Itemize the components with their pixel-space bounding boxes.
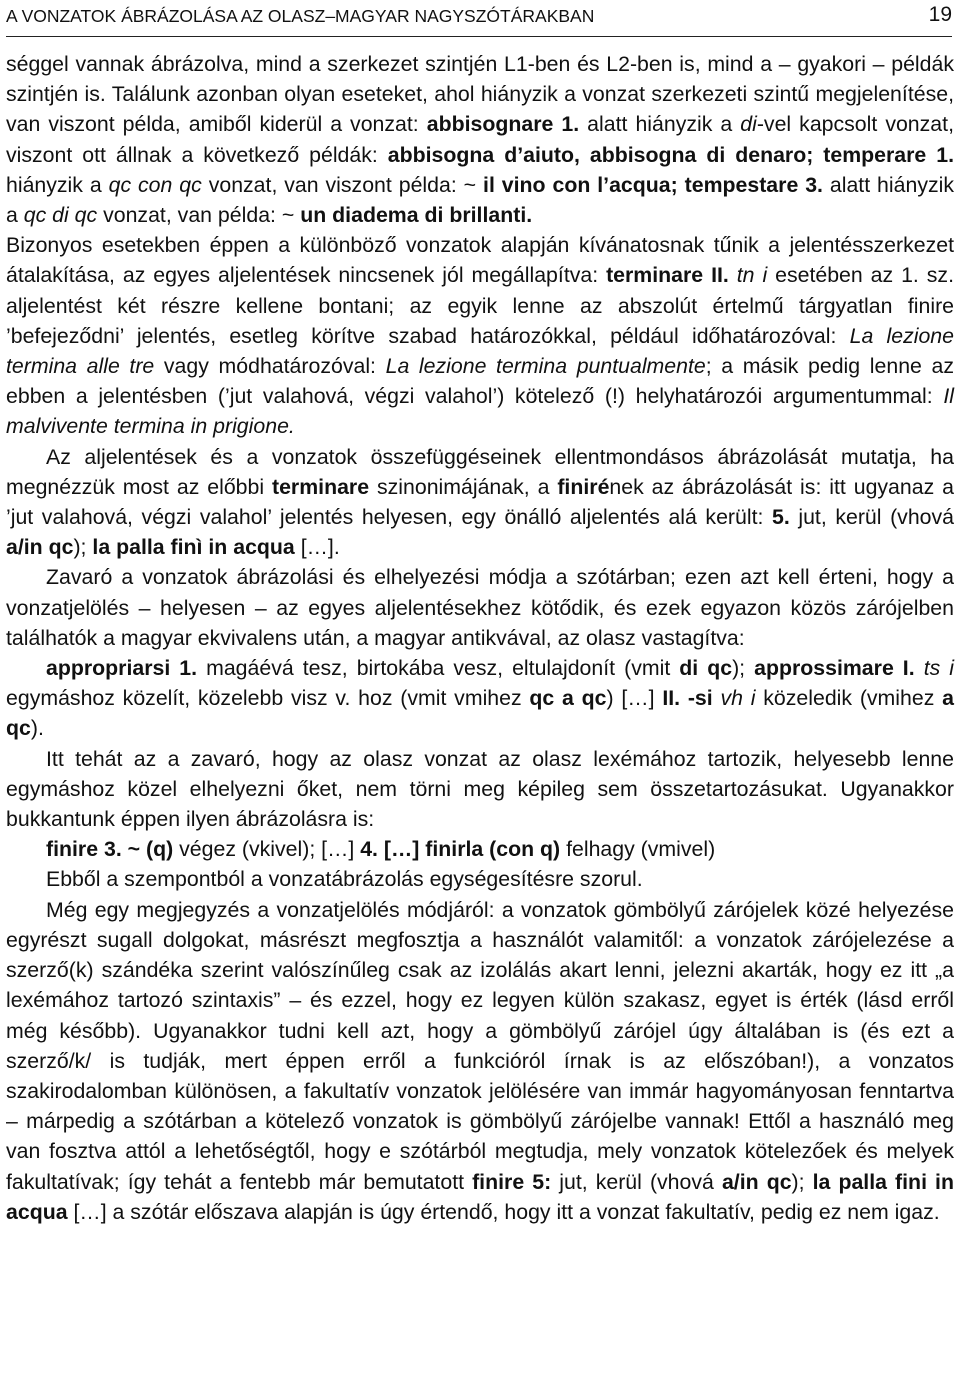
italic-run: La lezione termina alle tre xyxy=(6,323,954,379)
bold-run: a/in qc xyxy=(6,535,74,560)
text-run xyxy=(915,656,924,680)
text-run: ); xyxy=(791,1169,813,1194)
bold-run: a/in qc xyxy=(721,1169,792,1194)
bold-run: finire 3. ~ (q) xyxy=(46,837,174,862)
paragraph-3 xyxy=(6,442,954,563)
text-run: ; a másik pedig lenne az ebben a jelentésben (’jut valahová, végzi valahol’) kötelező (!) helyhatározói argumentummal: xyxy=(6,354,954,409)
running-header xyxy=(6,0,952,37)
bold-run: di qc xyxy=(679,656,733,681)
bold-run: 4. […] finirla (con q) xyxy=(360,837,561,862)
text-run: jut, kerül (vhová xyxy=(789,505,954,530)
text-run: vagy módhatározóval: xyxy=(154,354,386,379)
text-run: alatt hiányzik a xyxy=(579,112,741,137)
bold-run: un diadema di brillanti. xyxy=(300,203,533,228)
text-run: ) […] xyxy=(606,686,663,711)
bold-run: terminare xyxy=(272,474,370,499)
body-text xyxy=(6,49,954,1227)
bold-run: il vino con l’acqua; tempestare 3. xyxy=(483,172,823,197)
bold-run: a qc xyxy=(6,686,955,741)
bold-run: finiré xyxy=(557,474,610,499)
bold-run: approssimare I. xyxy=(754,656,915,681)
text-run: ); xyxy=(732,656,755,681)
bold-run: terminare II. xyxy=(606,263,729,288)
text-run: […] a szótár előszava alapján is úgy értendő, hogy itt a vonzat fakultatív, pedig ez nem igaz. xyxy=(67,1199,940,1224)
bold-run: abbisognare 1. xyxy=(426,112,580,137)
text-run: nek az ábrázolását is: itt ugyanaz a ’jut valahová, végzi valahol’ jelentés helyesen, egy önálló aljelentés alá került: xyxy=(6,474,954,530)
bold-run: 5. xyxy=(772,505,790,530)
italic-run: Il malvivente termina in prigione. xyxy=(6,384,954,439)
dictionary-example-1 xyxy=(6,653,954,744)
bold-run: finire 5: xyxy=(472,1169,552,1194)
paragraph-4 xyxy=(6,562,954,653)
text-run: vonzat, van viszont példa: ~ xyxy=(201,172,484,197)
text-run: vonzat, van példa: ~ xyxy=(97,203,301,228)
text-run: felhagy (vmivel) xyxy=(560,837,716,862)
summary-line xyxy=(6,864,954,894)
bold-run: qc a qc xyxy=(529,686,607,711)
text-run: ). xyxy=(30,716,44,741)
dictionary-example-2 xyxy=(6,834,954,864)
text-run: […]. xyxy=(294,535,340,560)
page-number: 19 xyxy=(928,3,952,26)
text-run: magáévá tesz, birtokába vesz, eltulajdonít (vmit xyxy=(197,656,680,681)
text-run: egymáshoz közelít, közelebb visz v. hoz (vmit vmihez xyxy=(6,686,530,711)
text-run: ); xyxy=(73,535,93,560)
text-run: esetében az 1. sz. aljelentést két részre kellene bontani; az egyik lenne az abszolút értelmű tárgyatlan finire ’befejeződni’ jelentés, esetleg körítve szabad határozókkal, például időhatározóval: xyxy=(6,263,954,348)
italic-run: tn i xyxy=(736,263,768,288)
paragraph-1 xyxy=(6,49,954,230)
italic-run: qc di qc xyxy=(23,203,98,228)
text-run: Zavaró a vonzatok ábrázolási és elhelyezési módja a szótárban; ezen azt kell érteni, hogy a vonzatjelölés – helyesen – az egyes aljelentésekhez kötődik, és ezek egyazon közös zárójelben találhatók a magyar ekvivalens után, a magyar antikvával, az olasz vastagítva: xyxy=(6,565,954,650)
text-run xyxy=(729,263,737,287)
italic-run: ts i xyxy=(923,656,955,681)
paragraph-2 xyxy=(6,230,954,441)
text-run: jut, kerül (vhová xyxy=(551,1169,722,1194)
bold-run: la palla fini in acqua xyxy=(6,1169,954,1224)
text-run: séggel vannak ábrázolva, mind a szerkezet szintjén L1-ben és L2-ben is, mind a – gyakori – példák szintjén is. Találunk azonban olyan eseteket, ahol hiányzik a vonzat szerkezeti szintű megjelenítése, van viszont példa, amiből kiderül a vonzat: xyxy=(6,52,954,137)
paragraph-5 xyxy=(6,744,954,835)
text-run: szinonimájának, a xyxy=(369,474,558,499)
bold-run: II. -si xyxy=(662,686,713,711)
bold-run: la palla finì in acqua xyxy=(92,535,295,560)
text-run: Ebből a szempontból a vonzatábrázolás egységesítésre szorul. xyxy=(46,867,643,892)
italic-run: vh i xyxy=(720,686,756,711)
text-run: Itt tehát az a zavaró, hogy az olasz vonzat az olasz lexémához tartozik, helyesebb lenne egymáshoz közel elhelyezni őket, nem törni meg képileg sem összetartozásukat. Ugyanakkor bukkantunk éppen ilyen ábrázolásra is: xyxy=(6,746,954,832)
text-run: Az aljelentések és a vonzatok összefüggéseinek ellentmondásos ábrázolását mutatja, ha megnézzük most az előbbi xyxy=(6,444,954,499)
text-run: végez (vkivel); […] xyxy=(173,837,361,862)
italic-run: qc con qc xyxy=(108,172,202,197)
text-run: Bizonyos esetekben éppen a különböző vonzatok alapján kívánatosnak tűnik a jelentésszerkezet átalakítása, az egyes aljelentések nincsenek jól megállapítva: xyxy=(6,233,954,288)
paragraph-6 xyxy=(6,895,954,1227)
text-run: hiányzik a xyxy=(6,172,109,197)
bold-run: abbisogna d’aiuto, abbisogna di denaro; temperare 1. xyxy=(387,142,954,167)
italic-run: di xyxy=(740,112,757,137)
text-run: Még egy megjegyzés a vonzatjelölés módjáról: a vonzatok gömbölyű zárójelek közé helyezése egyrészt sugall dolgokat, másrészt megfosztja a használót valamitől: a vonzatok zárójelezése a szerző(k) szándéka szerint valószínűleg csak az izolálás akart lenni, jelezni akarták, hogy ez itt „a lexémához tartozó szintaxis” – és ezzel, hogy ez legyen külön szakasz, egyet is érték (lásd erről még később). Ugyanakkor tudni kell azt, hogy a gömbölyű zárójel úgy általában is (és ezt a szerző/k/ is tudják, mert éppen erről a funkcióról írnak is az előszóban!), a vonzatos szakirodalomban különösen, a fakultatív vonzatok jelölésére van immár hagyományosan fenntartva – márpedig a szótárban a kötelező vonzatok is gömbölyű zárójelbe vannak! Ettől a használó meg van fosztva attól a lehetőségtől, hogy e szótárból megtudja, mely vonzatok kötelezőek és melyek fakultatívak; így tehát a fentebb már bemutatott xyxy=(6,897,954,1194)
text-run: alatt hiányzik a xyxy=(6,172,954,228)
bold-run: appropriarsi 1. xyxy=(46,656,198,681)
text-run: -vel kapcsolt vonzat, viszont ott állnak a következő példák: xyxy=(6,112,954,167)
running-header-title: A VONZATOK ÁBRÁZOLÁSA AZ OLASZ–MAGYAR NAGYSZÓTÁRAKBAN xyxy=(6,6,595,26)
italic-run: La lezione termina puntualmente xyxy=(385,354,706,379)
text-run: közeledik (vmihez xyxy=(755,686,943,711)
